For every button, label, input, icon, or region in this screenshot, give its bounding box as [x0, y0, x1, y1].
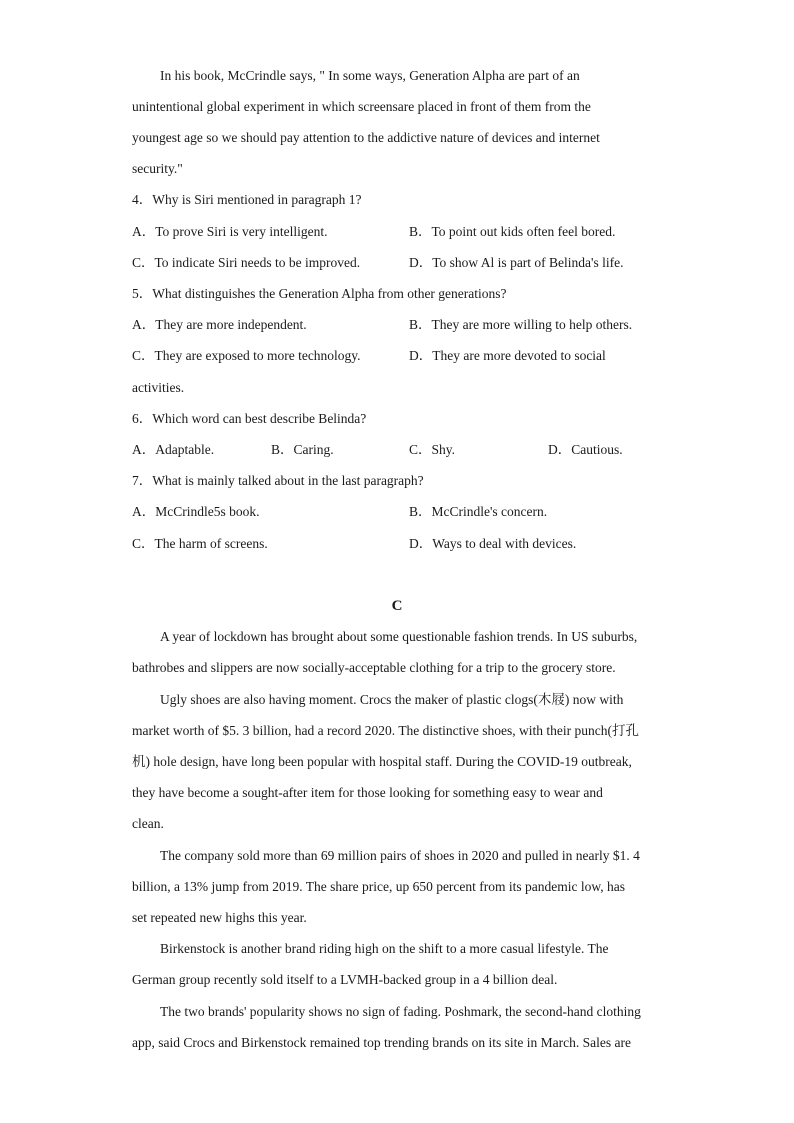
- question-4-option-c: C．To indicate Siri needs to be improved.: [132, 255, 361, 270]
- paragraph-line: The two brands' popularity shows no sign of fading. Poshmark, the second-hand clothing: [160, 1004, 641, 1019]
- question-7-option-b: B．McCrindle's concern.: [409, 504, 548, 519]
- paragraph-line: they have become a sought-after item for those looking for something easy to wear and: [132, 785, 603, 800]
- paragraph-line: market worth of $5. 3 billion, had a record 2020. The distinctive shoes, with their punch(打孔: [132, 723, 640, 738]
- question-6-stem: 6．Which word can best describe Belinda?: [132, 411, 367, 426]
- question-4-option-d: D．To show Al is part of Belinda's life.: [409, 255, 624, 270]
- question-6-option-b: B．Caring.: [271, 442, 334, 457]
- paragraph-line: billion, a 13% jump from 2019. The share price, up 650 percent from its pandemic low, has: [132, 879, 626, 894]
- section-c-title: C: [391, 598, 403, 614]
- paragraph-line: German group recently sold itself to a LVMH-backed group in a 4 billion deal.: [132, 972, 558, 987]
- question-5-stem: 5．What distinguishes the Generation Alpha from other generations?: [132, 286, 507, 301]
- paragraph-line: In his book, McCrindle says, " In some ways, Generation Alpha are part of an: [160, 68, 580, 83]
- paragraph-line: set repeated new highs this year.: [132, 910, 307, 925]
- question-6-option-c: C．Shy.: [409, 442, 456, 457]
- paragraph-line: unintentional global experiment in which screensare placed in front of them from the: [132, 99, 591, 114]
- paragraph-line: app, said Crocs and Birkenstock remained top trending brands on its site in March. Sales are: [132, 1035, 632, 1050]
- question-4-option-b: B．To point out kids often feel bored.: [409, 224, 616, 239]
- question-5-option-b: B．They are more willing to help others.: [409, 317, 633, 332]
- question-5-option-d: D．They are more devoted to social: [409, 348, 606, 363]
- paragraph-line: Ugly shoes are also having moment. Crocs the maker of plastic clogs(木屐) now with: [160, 692, 624, 707]
- question-7-option-a: A．McCrindle5s book.: [132, 504, 260, 519]
- question-7-option-d: D．Ways to deal with devices.: [409, 536, 577, 551]
- question-5-option-c: C．They are exposed to more technology.: [132, 348, 361, 363]
- question-6-option-d: D．Cautious.: [548, 442, 623, 457]
- question-4-option-a: A．To prove Siri is very intelligent.: [132, 224, 328, 239]
- question-4-stem: 4．Why is Siri mentioned in paragraph 1?: [132, 192, 362, 207]
- question-7-option-c: C．The harm of screens.: [132, 536, 268, 551]
- question-5-option-d-continued: activities.: [132, 380, 185, 395]
- paragraph-line: youngest age so we should pay attention to the addictive nature of devices and internet: [132, 130, 600, 145]
- question-5-option-a: A．They are more independent.: [132, 317, 307, 332]
- paragraph-line: security.": [132, 161, 183, 176]
- question-6-option-a: A．Adaptable.: [132, 442, 215, 457]
- paragraph-line: clean.: [132, 816, 164, 831]
- paragraph-line: bathrobes and slippers are now socially-acceptable clothing for a trip to the grocery store.: [132, 660, 616, 675]
- paragraph-line: 机) hole design, have long been popular with hospital staff. During the COVID-19 outbreak,: [132, 754, 632, 769]
- paragraph-line: The company sold more than 69 million pairs of shoes in 2020 and pulled in nearly $1. 4: [160, 848, 640, 863]
- paragraph-line: Birkenstock is another brand riding high on the shift to a more casual lifestyle. The: [160, 941, 609, 956]
- paragraph-line: A year of lockdown has brought about some questionable fashion trends. In US suburbs,: [160, 629, 638, 644]
- question-7-stem: 7．What is mainly talked about in the last paragraph?: [132, 473, 424, 488]
